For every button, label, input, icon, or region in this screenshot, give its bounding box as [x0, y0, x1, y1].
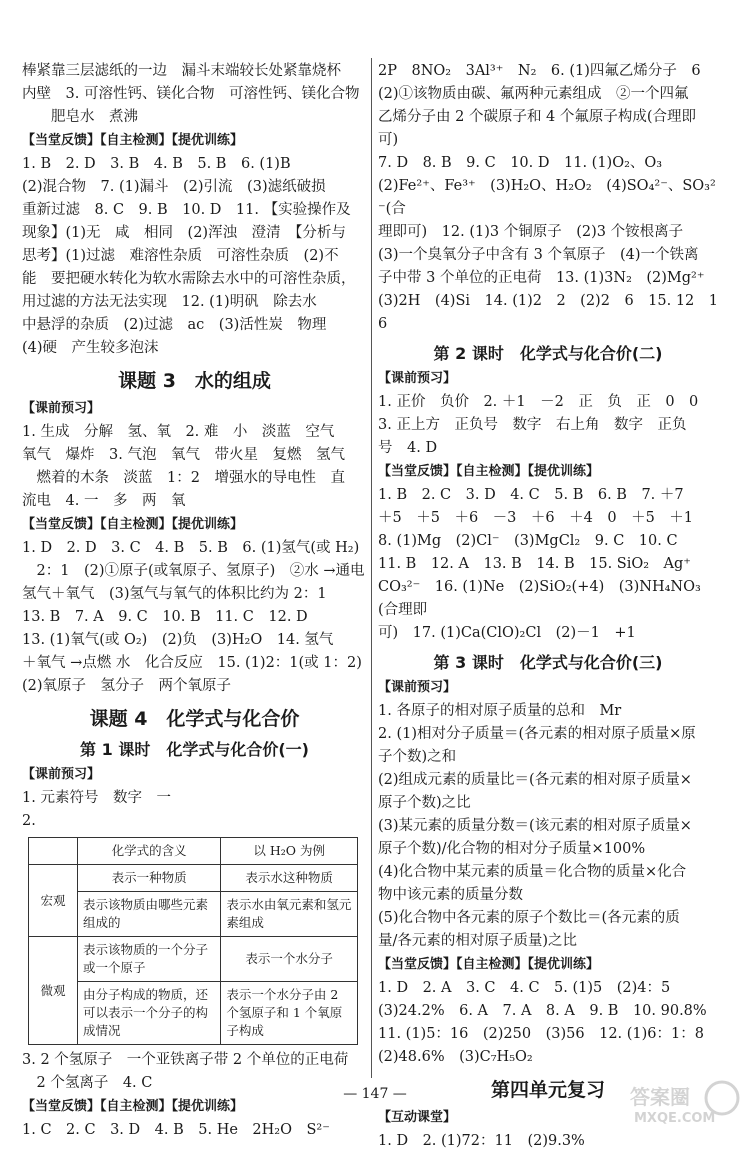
answer-line: (3)一个臭氧分子中含有 3 个氧原子 (4)一个铁离 — [378, 247, 699, 263]
answer-block — [22, 421, 367, 513]
table-row — [29, 982, 358, 1045]
table-cell: 表示水由氧元素和氢元素组成 — [221, 892, 358, 937]
watermark-icon — [626, 1078, 744, 1126]
answer-line: 重新过滤 8. C 9. B 10. D 11. 【实验操作及 — [22, 202, 351, 218]
table-cell: 表示一种物质 — [78, 865, 221, 892]
lesson-heading: 第 1 课时 化学式与化合价(一) — [80, 740, 309, 759]
answer-line: 13. B 7. A 9. C 10. B 11. C 12. D — [22, 609, 308, 625]
answer-block — [378, 484, 718, 645]
answer-line: 2 个氢离子 4. C — [22, 1075, 153, 1091]
watermark-logo — [626, 1078, 744, 1126]
table-header-cell: 以 H₂O 为例 — [221, 838, 358, 865]
topic-heading: 课题 3 水的组成 — [118, 370, 271, 392]
answer-line: 13. (1)氧气(或 O₂) (2)负 (3)H₂O 14. 氢气 — [22, 632, 334, 648]
answer-line: 棒紧靠三层滤纸的一边 漏斗末端较长处紧靠烧杯 — [22, 63, 341, 79]
answer-block — [378, 60, 718, 336]
answer-line: (2)混合物 7. (1)漏斗 (2)引流 (3)滤纸破损 — [22, 179, 326, 195]
answer-line: 1. 元素符号 数字 一 — [22, 790, 171, 806]
table-row — [29, 865, 358, 892]
answer-line: 3. 2 个氢原子 一个亚铁离子带 2 个单位的正电荷 — [22, 1052, 349, 1068]
answer-block — [22, 60, 367, 129]
answer-line: 肥皂水 煮沸 — [22, 109, 138, 125]
lesson-heading: 第 3 课时 化学式与化合价(三) — [433, 653, 663, 672]
answer-line: 燃着的木条 淡蓝 1：2 增强水的导电性 直 — [22, 470, 345, 486]
answer-line: 原子个数)/化合物的相对分子质量×100% — [378, 841, 646, 857]
answer-line: 7. D 8. B 9. C 10. D 11. (1)O₂、O₃ — [378, 155, 663, 171]
answer-line: 量/各元素的相对原子质量)之比 — [378, 933, 578, 949]
topic-heading: 课题 4 化学式与化合价 — [89, 708, 300, 730]
section-tag: 【当堂反馈】【自主检测】【提优训练】 — [378, 957, 600, 972]
answer-block — [378, 700, 718, 953]
table-header-row — [29, 838, 358, 865]
table-cell: 表示水这种物质 — [221, 865, 358, 892]
answer-line: (2)①该物质由碳、氟两种元素组成 ②一个四氟 — [378, 86, 689, 102]
answer-line: (2)组成元素的质量比＝(各元素的相对原子质量× — [378, 772, 692, 788]
answer-line: 号 4. D — [378, 440, 438, 456]
section-tag: 【课前预习】 — [22, 767, 101, 782]
answer-line: 乙烯分子由 2 个碳原子和 4 个氟原子构成(合理即 — [378, 109, 697, 125]
left-column — [22, 60, 367, 1142]
page-number: — 147 — — [343, 1086, 407, 1102]
table-row — [29, 892, 358, 937]
answer-line: 子中带 3 个单位的正电荷 13. (1)3N₂ (2)Mg²⁺ — [378, 270, 705, 286]
table-cell: 表示该物质的一个分子或一个原子 — [78, 937, 221, 982]
table-cell: 表示该物质由哪些元素组成的 — [78, 892, 221, 937]
answer-line: 1. B 2. D 3. B 4. B 5. B 6. (1)B — [22, 156, 291, 172]
section-tag: 【课前预习】 — [22, 401, 101, 416]
answer-line: 1. B 2. C 3. D 4. C 5. B 6. B 7. ＋7 — [378, 487, 684, 503]
answer-line: 氢气＋氧气 (3)氢气与氧气的体积比约为 2：1 — [22, 586, 327, 602]
answer-line: 原子个数)之比 — [378, 795, 471, 811]
answer-block — [22, 787, 367, 833]
answer-line: 可) — [378, 132, 399, 148]
lesson-heading: 第 2 课时 化学式与化合价(二) — [433, 344, 663, 363]
answer-line: 理即可) 12. (1)3 个铜原子 (2)3 个铵根离子 — [378, 224, 684, 240]
answer-line: 1. D 2. (1)72：11 (2)9.3% — [378, 1133, 585, 1149]
answer-block — [378, 1130, 718, 1153]
table-cell: 表示一个水分子由 2 个氢原子和 1 个氧原子构成 — [221, 982, 358, 1045]
section-tag: 【课前预习】 — [378, 371, 457, 386]
table-header-cell: 化学式的含义 — [78, 838, 221, 865]
answer-line: 流电 4. 一 多 两 氧 — [22, 493, 186, 509]
table-row — [29, 937, 358, 982]
table-group-cell: 微观 — [29, 937, 78, 1045]
svg-text:MXQE.COM: MXQE.COM — [634, 1111, 716, 1126]
answer-line: (2)氧原子 氢分子 两个氧原子 — [22, 678, 232, 694]
section-tag: 【互动课堂】 — [378, 1110, 457, 1125]
table-cell: 表示一个水分子 — [221, 937, 358, 982]
answer-line: CO₃²⁻ 16. (1)Ne (2)SiO₂(+4) (3)NH₄NO₃(合理即 — [378, 579, 701, 618]
answer-line: (3)2H (4)Si 14. (1)2 2 (2)2 6 15. 12 16 — [378, 293, 719, 332]
answer-line: 1. 生成 分解 氢、氧 2. 难 小 淡蓝 空气 — [22, 424, 335, 440]
answer-line: (5)化合物中各元素的原子个数比＝(各元素的质 — [378, 910, 680, 926]
answer-line: 1. D 2. D 3. C 4. B 5. B 6. (1)氢气(或 H₂) — [22, 540, 360, 556]
answer-line: 2P 8NO₂ 3Al³⁺ N₂ 6. (1)四氟乙烯分子 6 — [378, 63, 701, 79]
table-group-cell: 宏观 — [29, 865, 78, 937]
table-corner-cell — [29, 838, 78, 865]
answer-line: 1. 正价 负价 2. ＋1 －2 正 负 正 0 0 — [378, 394, 699, 410]
section-tag: 【当堂反馈】【自主检测】【提优训练】 — [22, 1099, 244, 1114]
answer-block — [378, 391, 718, 460]
answer-line: 现象】(1)无 咸 相同 (2)浑浊 澄清 【分析与 — [22, 225, 346, 241]
answer-line: ＋5 ＋5 ＋6 －3 ＋6 ＋4 0 ＋5 ＋1 — [378, 510, 694, 526]
section-tag: 【当堂反馈】【自主检测】【提优训练】 — [22, 517, 244, 532]
answer-line: 氧气 爆炸 3. 气泡 氧气 带火星 复燃 氢气 — [22, 447, 345, 463]
answer-line: 物中该元素的质量分数 — [378, 887, 523, 903]
answer-line: (3)某元素的质量分数＝(该元素的相对原子质量× — [378, 818, 692, 834]
answer-line: (2)48.6% (3)C₇H₅O₂ — [378, 1049, 533, 1065]
answer-line: ＋氧气 →点燃 水 化合反应 15. (1)2：1(或 1：2) — [22, 655, 362, 671]
svg-text:答案圈: 答案圈 — [630, 1085, 690, 1109]
answer-line: 子个数)之和 — [378, 749, 457, 765]
answer-line: 可) 17. (1)Ca(ClO)₂Cl (2)－1 +1 — [378, 625, 636, 641]
section-tag: 【课前预习】 — [378, 680, 457, 695]
answer-block — [22, 537, 367, 698]
answer-line: 2. (1)相对分子质量＝(各元素的相对原子质量×原 — [378, 726, 696, 742]
answer-line: 中悬浮的杂质 (2)过滤 ac (3)活性炭 物理 — [22, 317, 327, 333]
answer-block — [22, 153, 367, 360]
answer-line: 11. (1)5：16 (2)250 (3)56 12. (1)6：1：8 — [378, 1026, 704, 1042]
answer-line: (4)化合物中某元素的质量＝化合物的质量×化合 — [378, 864, 687, 880]
answer-line: 1. C 2. C 3. D 4. B 5. He 2H₂O S²⁻ — [22, 1122, 330, 1138]
section-tag: 【当堂反馈】【自主检测】【提优训练】 — [378, 464, 600, 479]
answer-line: 1. 各原子的相对原子质量的总和 Mr — [378, 703, 622, 719]
answer-line: 内壁 3. 可溶性钙、镁化合物 可溶性钙、镁化合物 — [22, 86, 360, 102]
answer-line: 能 要把硬水转化为软水需除去水中的可溶性杂质， — [22, 271, 356, 287]
unit-review-heading: 第四单元复习 — [490, 1079, 605, 1101]
answer-block — [378, 977, 718, 1069]
column-divider — [371, 58, 372, 1078]
answer-line: (3)24.2% 6. A 7. A 8. A 9. B 10. 90.8% — [378, 1003, 707, 1019]
answer-line: 2. — [22, 813, 36, 829]
table-cell: 由分子构成的物质，还可以表示一个分子的构成情况 — [78, 982, 221, 1045]
section-tag: 【当堂反馈】【自主检测】【提优训练】 — [22, 133, 244, 148]
answer-line: 3. 正上方 正负号 数字 右上角 数字 正负 — [378, 417, 687, 433]
right-column — [378, 60, 718, 1153]
answer-line: (4)硬 产生较多泡沫 — [22, 340, 159, 356]
answer-line: 1. D 2. A 3. C 4. C 5. (1)5 (2)4：5 — [378, 980, 671, 996]
formula-meaning-table — [28, 837, 358, 1045]
answer-line: 思考】(1)过滤 难溶性杂质 可溶性杂质 (2)不 — [22, 248, 339, 264]
answer-line: (2)Fe²⁺、Fe³⁺ (3)H₂O、H₂O₂ (4)SO₄²⁻、SO₃²⁻(合 — [378, 178, 716, 217]
answer-line: 8. (1)Mg (2)Cl⁻ (3)MgCl₂ 9. C 10. C — [378, 533, 678, 549]
answer-line: 2：1 (2)①原子(或氧原子、氢原子) ②水 →通电 — [22, 563, 365, 579]
answer-block — [22, 1119, 367, 1142]
answer-line: 用过滤的方法无法实现 12. (1)明矾 除去水 — [22, 294, 317, 310]
answer-line: 11. B 12. A 13. B 14. B 15. SiO₂ Ag⁺ — [378, 556, 691, 572]
